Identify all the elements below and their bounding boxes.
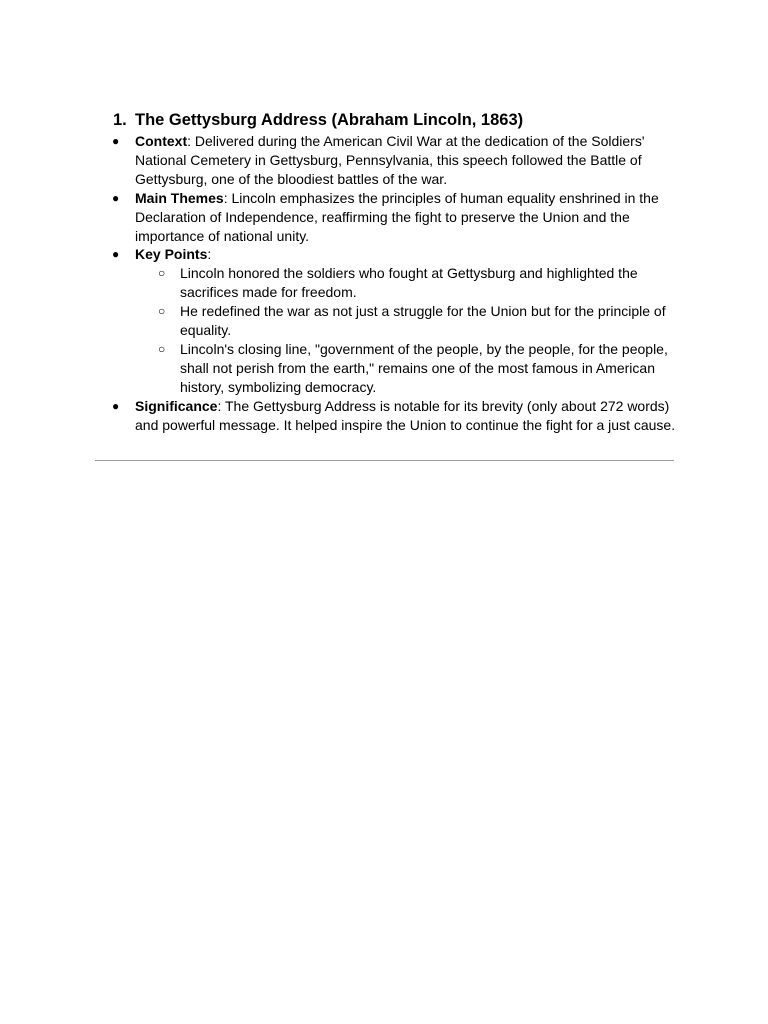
list-item-key-points xyxy=(112,245,682,396)
key-points-sublist xyxy=(135,264,682,396)
heading-number: 1. xyxy=(113,111,127,129)
bullet-icon: ● xyxy=(112,190,120,205)
sublist-item-text: Lincoln honored the soldiers who fought at Gettysburg and highlighted the sacrifices made for freedom. xyxy=(180,265,638,301)
list-item-context xyxy=(112,132,682,189)
list-item-main-themes xyxy=(112,189,682,246)
bullet-icon: ● xyxy=(112,398,120,413)
bullet-icon: ● xyxy=(112,247,120,262)
item-text: : Lincoln emphasizes the principles of human equality enshrined in the Declaration of Independence, reaffirming the fight to preserve the Union and the importance of national unity. xyxy=(135,189,659,244)
hollow-bullet-icon: ○ xyxy=(158,266,166,281)
bullet-icon: ● xyxy=(112,134,120,148)
item-label: Context xyxy=(135,133,188,149)
bullet-list xyxy=(112,132,682,435)
hollow-bullet-icon: ○ xyxy=(158,341,166,356)
heading-title: The Gettysburg Address (Abraham Lincoln, 1863) xyxy=(135,111,524,129)
horizontal-rule xyxy=(95,460,674,461)
item-label: Significance xyxy=(135,397,218,414)
sublist-item-text: Lincoln's closing line, "government of the people, by the people, for the people, shall not perish from the earth," remains one of the most famous in American history, symbolizing democracy. xyxy=(180,340,668,395)
sublist-item xyxy=(135,340,682,397)
item-label: Key Points xyxy=(135,246,208,263)
sublist-item xyxy=(135,302,682,340)
list-item-significance xyxy=(112,397,682,435)
item-text: : Delivered during the American Civil War at the dedication of the Soldiers' National Cemetery in Gettysburg, Pennsylvania, this speech followed the Battle of Gettysburg, one of the bloodiest battles of the war. xyxy=(135,133,645,187)
item-text: : The Gettysburg Address is notable for its brevity (only about 272 words) and powerful message. It helped inspire the Union to continue the fight for a just cause. xyxy=(135,397,676,433)
item-label: Main Themes xyxy=(135,189,224,206)
hollow-bullet-icon: ○ xyxy=(158,304,166,319)
section-heading xyxy=(113,110,523,130)
item-text: : xyxy=(207,246,212,263)
sublist-item-text: He redefined the war as not just a struggle for the Union but for the principle of equality. xyxy=(180,303,666,339)
sublist-item xyxy=(135,264,682,302)
